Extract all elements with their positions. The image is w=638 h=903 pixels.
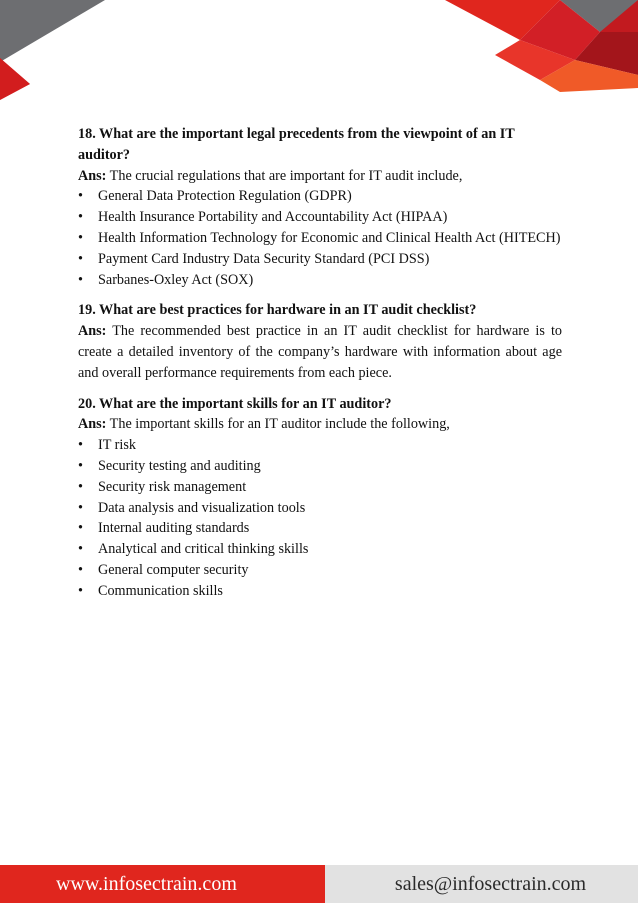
answer-text: The important skills for an IT auditor include the following, — [106, 416, 450, 433]
list-item: • Sarbanes-Oxley Act (SOX) — [78, 270, 562, 291]
bullet-list-20 — [78, 435, 562, 601]
question-20: 20. What are the important skills for an IT auditor? — [78, 395, 392, 412]
answer-19 — [78, 321, 562, 383]
answer-text: The crucial regulations that are important for IT audit include, — [106, 167, 463, 184]
bullet-icon: • — [78, 541, 83, 558]
list-item: • Analytical and critical thinking skills — [78, 539, 562, 560]
left-gray-triangle — [0, 0, 105, 62]
bullet-icon: • — [78, 520, 83, 537]
bullet-icon: • — [78, 457, 83, 474]
left-darkred-shape — [0, 58, 30, 100]
bullet-icon: • — [78, 229, 83, 246]
bullet-icon: • — [78, 499, 83, 516]
bullet-icon: • — [78, 271, 83, 288]
bullet-icon: • — [78, 250, 83, 267]
list-item: • Payment Card Industry Data Security Standard (PCI DSS) — [78, 249, 562, 270]
list-item: • Internal auditing standards — [78, 518, 562, 539]
list-item: • Data analysis and visualization tools — [78, 498, 562, 519]
question-18: 18. What are the important legal precedents from the viewpoint of an IT auditor? — [78, 126, 515, 163]
answer-20 — [78, 414, 562, 435]
page-footer — [0, 865, 638, 903]
list-item: • IT risk — [78, 435, 562, 456]
list-item: • Communication skills — [78, 581, 562, 602]
list-item: • Security risk management — [78, 477, 562, 498]
bullet-list-18 — [78, 186, 562, 290]
answer-text: The recommended best practice in an IT audit checklist for hardware is to create a detailed inventory of the company’s hardware with information about age and overall performance requirements from each piece. — [78, 323, 562, 381]
list-item: • General computer security — [78, 560, 562, 581]
bullet-icon: • — [78, 582, 83, 599]
list-item: • Health Insurance Portability and Accountability Act (HIPAA) — [78, 207, 562, 228]
email-link[interactable]: sales@infosectrain.com — [325, 865, 638, 903]
bullet-icon: • — [78, 188, 83, 205]
ans-label: Ans: — [78, 416, 107, 433]
list-item: • Health Information Technology for Economic and Clinical Health Act (HITECH) — [78, 228, 562, 249]
bullet-icon: • — [78, 478, 83, 495]
question-19: 19. What are best practices for hardware in an IT audit checklist? — [78, 302, 477, 319]
header-decoration — [0, 0, 638, 130]
list-item: • Security testing and auditing — [78, 456, 562, 477]
list-item: • General Data Protection Regulation (GDPR) — [78, 186, 562, 207]
bullet-icon: • — [78, 561, 83, 578]
website-link[interactable]: www.infosectrain.com — [0, 865, 325, 903]
ans-label: Ans: — [78, 167, 107, 184]
document-body — [78, 124, 562, 602]
bullet-icon: • — [78, 437, 83, 454]
answer-18 — [78, 166, 562, 187]
bullet-icon: • — [78, 209, 83, 226]
ans-label: Ans: — [78, 323, 107, 340]
